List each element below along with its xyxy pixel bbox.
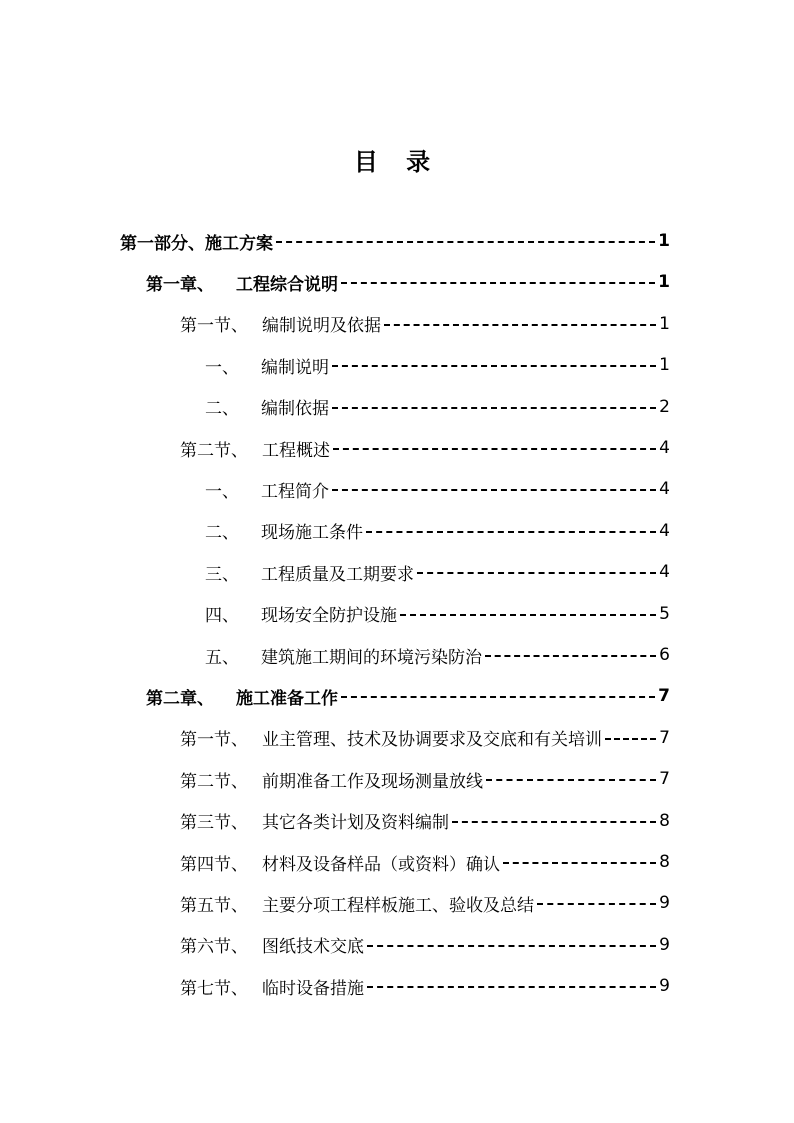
toc-entry[interactable] (205, 395, 670, 419)
toc-entry-title: 现场安全防护设施 (261, 606, 397, 627)
toc-entry-title: 材料及设备样品（或资料）确认 (262, 854, 500, 875)
toc-leader-line (384, 324, 656, 326)
toc-page-number: 9 (659, 893, 670, 914)
toc-entry-number: 五、 (205, 647, 239, 668)
toc-page-number: 6 (659, 645, 670, 665)
toc-entry[interactable] (205, 353, 670, 377)
toc-entry-number: 第一节、 (180, 316, 248, 337)
toc-entry-number: 第七节、 (180, 978, 248, 999)
toc-entry-number: 第一章、 (146, 274, 214, 295)
toc-page-number: 1 (658, 231, 670, 251)
toc-entry[interactable] (180, 767, 670, 791)
toc-entry-title: 工程综合说明 (236, 274, 338, 295)
toc-entry-title: 业主管理、技术及协调要求及交底和有关培训 (262, 730, 602, 751)
toc-entry[interactable] (146, 684, 670, 708)
toc-entry-number: 第五节、 (180, 895, 248, 916)
toc-page-number: 1 (659, 313, 670, 334)
toc-page-number: 8 (659, 810, 670, 831)
toc-entry[interactable] (205, 560, 670, 584)
toc-entry-title: 编制说明及依据 (262, 316, 381, 337)
toc-entry-title: 工程质量及工期要求 (261, 564, 414, 585)
toc-page-number: 4 (659, 438, 670, 458)
toc-leader-line (333, 448, 656, 450)
toc-entry-title: 图纸技术交底 (262, 937, 364, 958)
toc-leader-line (486, 779, 656, 781)
toc-entry-number: 第四节、 (180, 854, 248, 875)
toc-entry-number: 第二章、 (146, 688, 214, 709)
toc-entry[interactable] (205, 602, 670, 626)
toc-page-number: 7 (658, 686, 670, 707)
toc-page-number: 9 (659, 976, 670, 997)
toc-leader-line (417, 572, 656, 574)
toc-page-number: 4 (659, 562, 670, 583)
toc-entry-title: 现场施工条件 (261, 523, 363, 544)
toc-entry-title: 临时设备措施 (262, 978, 364, 999)
toc-leader-line (452, 821, 656, 823)
toc-entry[interactable] (205, 519, 670, 543)
toc-page-number: 4 (659, 520, 670, 541)
toc-leader-line (503, 862, 656, 864)
toc-page-number: 7 (659, 727, 670, 748)
toc-entry[interactable] (120, 229, 670, 253)
toc-entry[interactable] (180, 850, 670, 874)
toc-leader-line (332, 365, 656, 367)
toc-entry[interactable] (146, 270, 670, 294)
toc-entry-title: 施工准备工作 (236, 688, 338, 709)
toc-leader-line (537, 903, 656, 905)
toc-page-number: 7 (659, 769, 670, 790)
toc-entry-number: 一、 (205, 481, 239, 502)
toc-leader-line (400, 614, 656, 616)
toc-entry[interactable] (205, 477, 670, 501)
toc-leader-line (367, 945, 656, 947)
toc-entry[interactable] (205, 643, 670, 667)
toc-leader-line (341, 696, 655, 698)
toc-entry-number: 第二节、 (180, 440, 248, 461)
toc-leader-line (367, 986, 656, 988)
toc-page-number: 8 (659, 852, 670, 872)
toc-leader-line (485, 655, 656, 657)
toc-page-number: 5 (659, 603, 670, 624)
toc-entry[interactable] (180, 312, 670, 336)
toc-entry-number: 第一节、 (180, 730, 248, 751)
toc-leader-line (366, 531, 656, 533)
toc-entry[interactable] (180, 974, 670, 998)
toc-entry-title: 编制依据 (261, 399, 329, 420)
toc-page-number: 9 (659, 934, 670, 955)
toc-entry-title: 工程简介 (261, 481, 329, 502)
toc-leader-line (332, 489, 656, 491)
toc-entry[interactable] (180, 891, 670, 915)
toc-page-number: 2 (659, 396, 670, 417)
toc-entry[interactable] (180, 726, 670, 750)
toc-leader-line (341, 282, 655, 284)
toc-entry-number: 第二节、 (180, 771, 248, 792)
toc-page-number: 1 (659, 355, 670, 376)
toc-entry-title: 建筑施工期间的环境污染防治 (261, 647, 482, 668)
toc-leader-line (605, 738, 656, 740)
toc-entry-number: 三、 (205, 564, 239, 585)
toc-entry-title: 编制说明 (261, 357, 329, 378)
page-title: 目 录 (353, 148, 441, 176)
toc-entry-number: 四、 (205, 606, 239, 627)
toc-page-number: 1 (658, 272, 670, 293)
toc-entry-title: 工程概述 (262, 440, 330, 461)
toc-page-number: 4 (659, 479, 670, 500)
toc-entry-title: 第一部分、施工方案 (120, 233, 273, 254)
toc-leader-line (276, 241, 655, 243)
toc-entry-number: 第六节、 (180, 937, 248, 958)
toc-entry-title: 其它各类计划及资料编制 (262, 813, 449, 834)
toc-entry-title: 主要分项工程样板施工、验收及总结 (262, 895, 534, 916)
toc-entry-number: 一、 (205, 357, 239, 378)
toc-entry[interactable] (180, 809, 670, 833)
toc-entry-number: 二、 (205, 523, 239, 544)
toc-entry-number: 二、 (205, 399, 239, 420)
toc-entry[interactable] (180, 436, 670, 460)
toc-entry-number: 第三节、 (180, 813, 248, 834)
toc-entry-title: 前期准备工作及现场测量放线 (262, 771, 483, 792)
toc-leader-line (332, 407, 656, 409)
toc-entry[interactable] (180, 933, 670, 957)
